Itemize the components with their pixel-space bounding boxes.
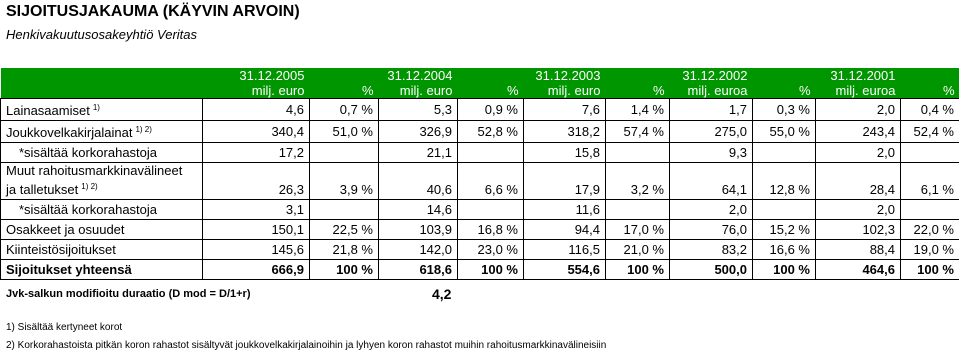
pct-cell bbox=[606, 143, 670, 163]
pct-header: % bbox=[753, 83, 816, 99]
pct-cell: 0,4 % bbox=[901, 99, 959, 121]
pct-cell: 21,0 % bbox=[606, 240, 670, 260]
value-cell: 7,6 bbox=[524, 99, 606, 121]
pct-cell: 0,9 % bbox=[458, 99, 524, 121]
value-cell: 40,6 bbox=[379, 163, 458, 200]
pct-header: % bbox=[901, 83, 959, 99]
value-cell: 318,2 bbox=[524, 121, 606, 143]
value-cell: 28,4 bbox=[816, 163, 901, 200]
footnote: 1) Sisältää kertyneet korot bbox=[6, 322, 123, 333]
value-cell: 88,4 bbox=[816, 240, 901, 260]
pct-cell: 100 % bbox=[310, 260, 379, 280]
pct-cell bbox=[310, 200, 379, 220]
duration-label: Jvk-salkun modifioitu duraatio (D mod = D/1+r) bbox=[6, 288, 251, 300]
pct-cell: 21,8 % bbox=[310, 240, 379, 260]
investment-allocation-table bbox=[0, 68, 959, 280]
pct-cell: 22,5 % bbox=[310, 220, 379, 240]
pct-cell bbox=[458, 200, 524, 220]
value-cell: 2,0 bbox=[670, 200, 753, 220]
value-cell: 666,9 bbox=[203, 260, 310, 280]
value-cell: 554,6 bbox=[524, 260, 606, 280]
table-row bbox=[1, 220, 959, 240]
value-cell: 326,9 bbox=[379, 121, 458, 143]
header-row-units bbox=[1, 83, 959, 99]
value-cell: 464,6 bbox=[816, 260, 901, 280]
table-row bbox=[1, 143, 959, 163]
value-cell: 64,1 bbox=[670, 163, 753, 200]
year-header: 31.12.2005 bbox=[203, 68, 310, 83]
pct-header: % bbox=[458, 83, 524, 99]
unit-header: milj. euroa bbox=[670, 83, 753, 99]
pct-cell: 12,8 % bbox=[753, 163, 816, 200]
value-cell: 102,3 bbox=[816, 220, 901, 240]
value-cell: 500,0 bbox=[670, 260, 753, 280]
value-cell: 83,2 bbox=[670, 240, 753, 260]
footnote: 2) Korkorahastoista pitkän koron rahastot sisältyvät joukkovelkakirjalainoihin ja lyhyen koron rahastot muihin rahoitusmarkkinavälineisiin bbox=[6, 340, 607, 351]
table-row bbox=[1, 121, 959, 143]
value-cell: 17,2 bbox=[203, 143, 310, 163]
row-label: Sijoitukset yhteensä bbox=[1, 260, 203, 280]
value-cell: 145,6 bbox=[203, 240, 310, 260]
pct-cell: 0,3 % bbox=[753, 99, 816, 121]
value-cell: 618,6 bbox=[379, 260, 458, 280]
value-cell: 2,0 bbox=[816, 200, 901, 220]
pct-cell: 23,0 % bbox=[458, 240, 524, 260]
duration-value: 4,2 bbox=[432, 286, 452, 302]
pct-cell: 52,8 % bbox=[458, 121, 524, 143]
row-label: *sisältää korkorahastoja bbox=[1, 143, 203, 163]
value-cell: 14,6 bbox=[379, 200, 458, 220]
row-label: Kiinteistösijoitukset bbox=[1, 240, 203, 260]
total-row bbox=[1, 260, 959, 280]
pct-cell: 6,6 % bbox=[458, 163, 524, 200]
value-cell: 275,0 bbox=[670, 121, 753, 143]
value-cell: 1,7 bbox=[670, 99, 753, 121]
table-row bbox=[1, 99, 959, 121]
pct-cell bbox=[901, 143, 959, 163]
pct-cell bbox=[606, 200, 670, 220]
page-title: SIJOITUSJAKAUMA (KÄYVIN ARVOIN) bbox=[6, 3, 300, 20]
value-cell: 103,9 bbox=[379, 220, 458, 240]
pct-cell: 100 % bbox=[901, 260, 959, 280]
value-cell: 21,1 bbox=[379, 143, 458, 163]
row-label: Lainasaamiset $^{1)}$ bbox=[1, 99, 203, 121]
year-header: 31.12.2002 bbox=[670, 68, 753, 83]
unit-header: milj. euro bbox=[524, 83, 606, 99]
value-cell: 3,1 bbox=[203, 200, 310, 220]
pct-cell: 51,0 % bbox=[310, 121, 379, 143]
pct-cell: 3,2 % bbox=[606, 163, 670, 200]
value-cell: 2,0 bbox=[816, 99, 901, 121]
company-subtitle: Henkivakuutusosakeyhtiö Veritas bbox=[6, 27, 198, 42]
pct-cell: 1,4 % bbox=[606, 99, 670, 121]
pct-cell: 22,0 % bbox=[901, 220, 959, 240]
pct-cell bbox=[458, 143, 524, 163]
value-cell: 17,9 bbox=[524, 163, 606, 200]
pct-cell bbox=[753, 200, 816, 220]
value-cell: 150,1 bbox=[203, 220, 310, 240]
value-cell: 76,0 bbox=[670, 220, 753, 240]
pct-cell: 100 % bbox=[458, 260, 524, 280]
header-row-years bbox=[1, 68, 959, 83]
pct-cell bbox=[901, 200, 959, 220]
value-cell: 340,4 bbox=[203, 121, 310, 143]
pct-cell: 55,0 % bbox=[753, 121, 816, 143]
pct-cell: 0,7 % bbox=[310, 99, 379, 121]
pct-cell bbox=[753, 143, 816, 163]
value-cell: 116,5 bbox=[524, 240, 606, 260]
pct-header: % bbox=[310, 83, 379, 99]
unit-header: milj. euro bbox=[203, 83, 310, 99]
table-row bbox=[1, 200, 959, 220]
value-cell: 11,6 bbox=[524, 200, 606, 220]
value-cell: 142,0 bbox=[379, 240, 458, 260]
year-header: 31.12.2001 bbox=[816, 68, 901, 83]
value-cell: 15,8 bbox=[524, 143, 606, 163]
pct-header: % bbox=[606, 83, 670, 99]
unit-header: milj. euroa bbox=[816, 83, 901, 99]
value-cell: 243,4 bbox=[816, 121, 901, 143]
value-cell: 9,3 bbox=[670, 143, 753, 163]
pct-cell: 17,0 % bbox=[606, 220, 670, 240]
row-label: Joukkovelkakirjalainat $^{1) 2)}$ bbox=[1, 121, 203, 143]
year-header: 31.12.2004 bbox=[379, 68, 458, 83]
pct-cell: 100 % bbox=[753, 260, 816, 280]
row-label: Muut rahoitusmarkkinavälineet ja talletukset $^{1) 2)}$ bbox=[1, 163, 203, 200]
row-label: Osakkeet ja osuudet bbox=[1, 220, 203, 240]
value-cell: 4,6 bbox=[203, 99, 310, 121]
year-header: 31.12.2003 bbox=[524, 68, 606, 83]
value-cell: 2,0 bbox=[816, 143, 901, 163]
pct-cell: 16,8 % bbox=[458, 220, 524, 240]
pct-cell: 15,2 % bbox=[753, 220, 816, 240]
unit-header: milj. euro bbox=[379, 83, 458, 99]
table-row bbox=[1, 163, 959, 200]
pct-cell: 6,1 % bbox=[901, 163, 959, 200]
table-row bbox=[1, 240, 959, 260]
value-cell: 26,3 bbox=[203, 163, 310, 200]
pct-cell: 3,9 % bbox=[310, 163, 379, 200]
value-cell: 94,4 bbox=[524, 220, 606, 240]
pct-cell: 16,6 % bbox=[753, 240, 816, 260]
row-label: *sisältää korkorahastoja bbox=[1, 200, 203, 220]
value-cell: 5,3 bbox=[379, 99, 458, 121]
pct-cell: 57,4 % bbox=[606, 121, 670, 143]
pct-cell: 52,4 % bbox=[901, 121, 959, 143]
pct-cell: 100 % bbox=[606, 260, 670, 280]
pct-cell bbox=[310, 143, 379, 163]
pct-cell: 19,0 % bbox=[901, 240, 959, 260]
